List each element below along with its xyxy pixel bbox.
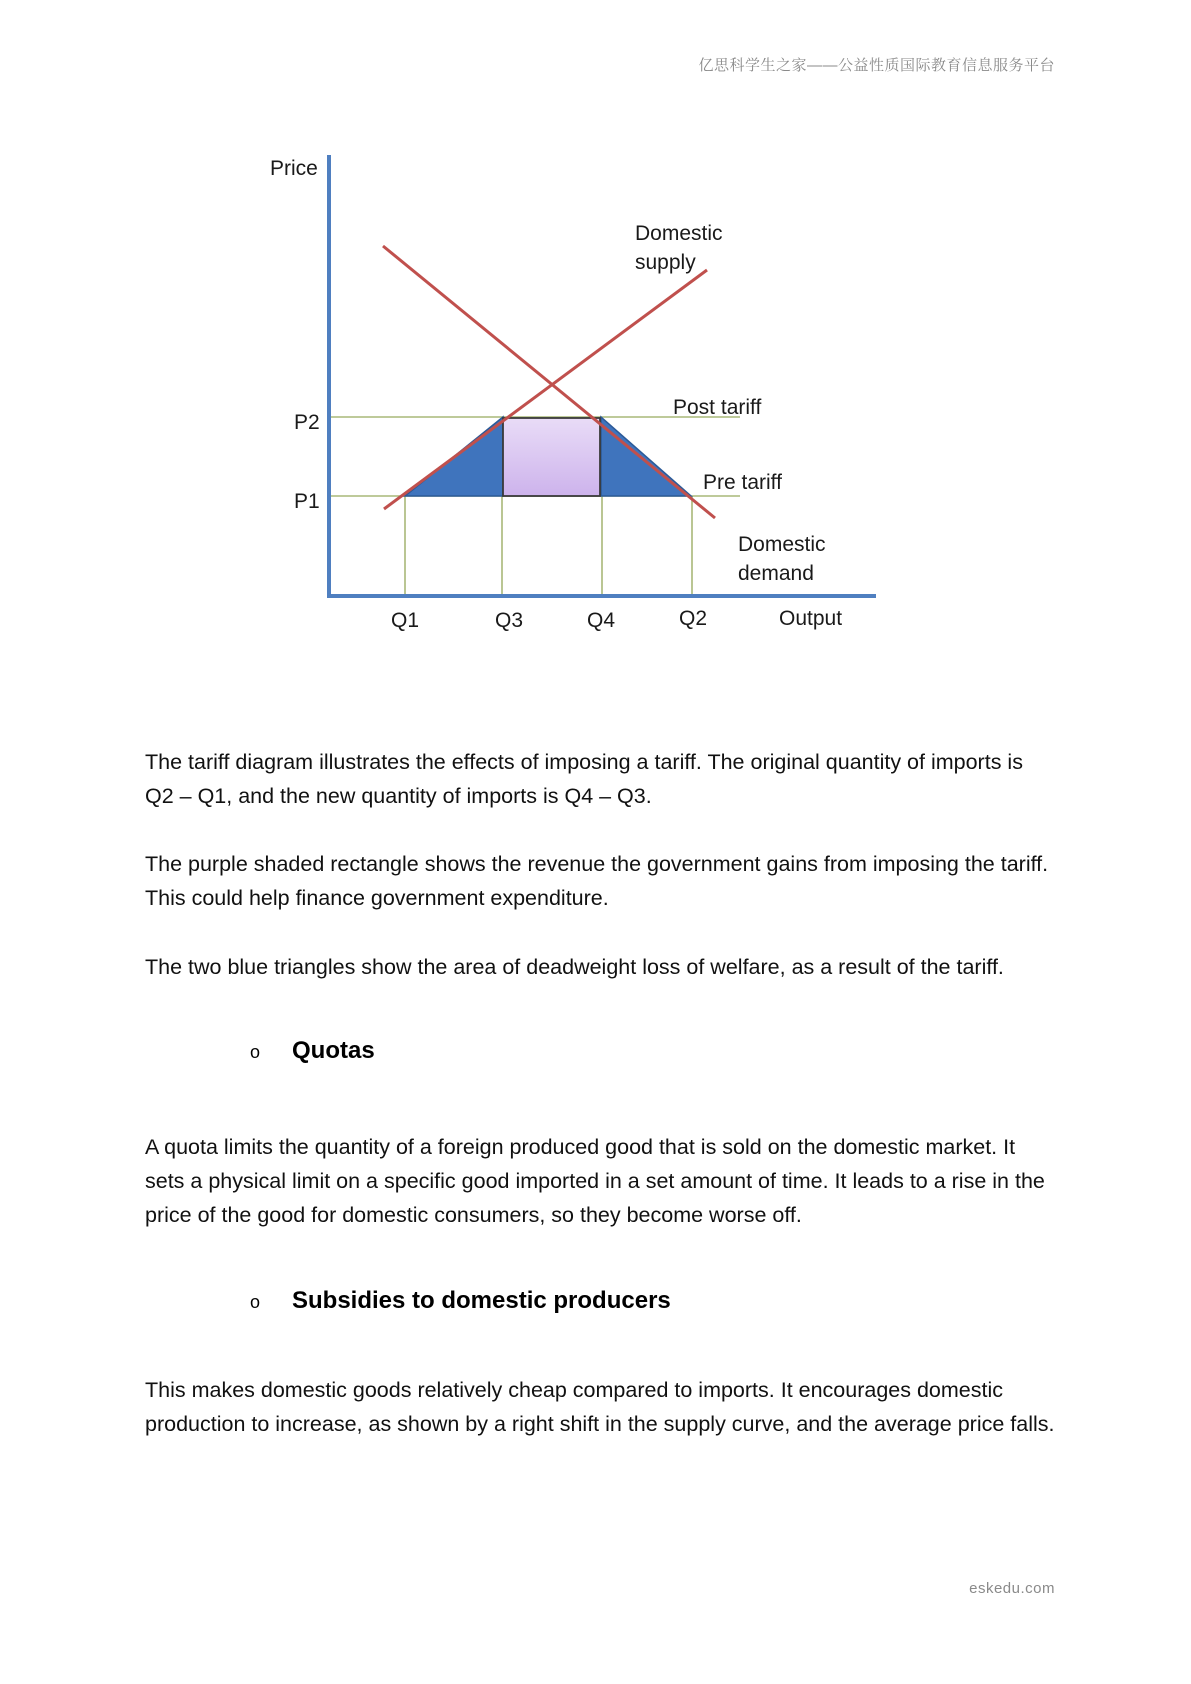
q2-label: Q2 — [679, 607, 708, 630]
paragraph-deadweight-loss: The two blue triangles show the area of deadweight loss of welfare, as a result of the tariff. — [145, 955, 1004, 979]
p1-label: P1 — [294, 490, 320, 513]
paragraph-tariff-effects: The tariff diagram illustrates the effects of imposing a tariff. The original quantity of imports is Q2 – Q1, and the new quantity of imports is Q4 – Q3. — [145, 750, 1023, 808]
pre-tariff-label: Pre tariff — [703, 471, 782, 494]
government-revenue-rectangle — [503, 418, 600, 496]
paragraph-government-revenue: The purple shaded rectangle shows the revenue the government gains from imposing the tariff. This could help finance government expenditure. — [145, 852, 1049, 910]
demand-label-line1: Domestic — [738, 533, 826, 556]
y-axis-label: Price — [270, 157, 318, 180]
post-tariff-label: Post tariff — [673, 396, 762, 419]
deadweight-triangle-right — [601, 417, 691, 496]
tariff-diagram — [0, 0, 1191, 660]
q1-label: Q1 — [391, 609, 420, 632]
demand-label-line2: demand — [738, 562, 814, 585]
q3-label: Q3 — [495, 609, 524, 632]
paragraph-quota: A quota limits the quantity of a foreign produced good that is sold on the domestic market. It sets a physical limit on a specific good imported in a set amount of time. It leads to a rise in the price of the good for domestic consumers, so they become worse off. — [145, 1135, 1045, 1227]
p2-label: P2 — [294, 411, 320, 434]
footer-site: eskedu.com — [969, 1580, 1055, 1597]
header-site-note: 亿思科学生之家——公益性质国际教育信息服务平台 — [698, 57, 1055, 74]
paragraph-subsidies: This makes domestic goods relatively cheap compared to imports. It encourages domestic production to increase, as shown by a right shift in the supply curve, and the average price falls. — [145, 1378, 1055, 1436]
supply-label-line2: supply — [635, 251, 696, 274]
heading-subsidies — [250, 1287, 671, 1315]
x-axis-label: Output — [779, 607, 843, 630]
heading-quotas — [250, 1037, 375, 1065]
bullet-icon: o — [250, 1292, 261, 1312]
q4-label: Q4 — [587, 609, 616, 632]
heading-quotas-text: Quotas — [292, 1037, 375, 1064]
supply-label-line1: Domestic — [635, 222, 723, 245]
heading-subsidies-text: Subsidies to domestic producers — [292, 1287, 671, 1314]
bullet-icon: o — [250, 1042, 261, 1062]
